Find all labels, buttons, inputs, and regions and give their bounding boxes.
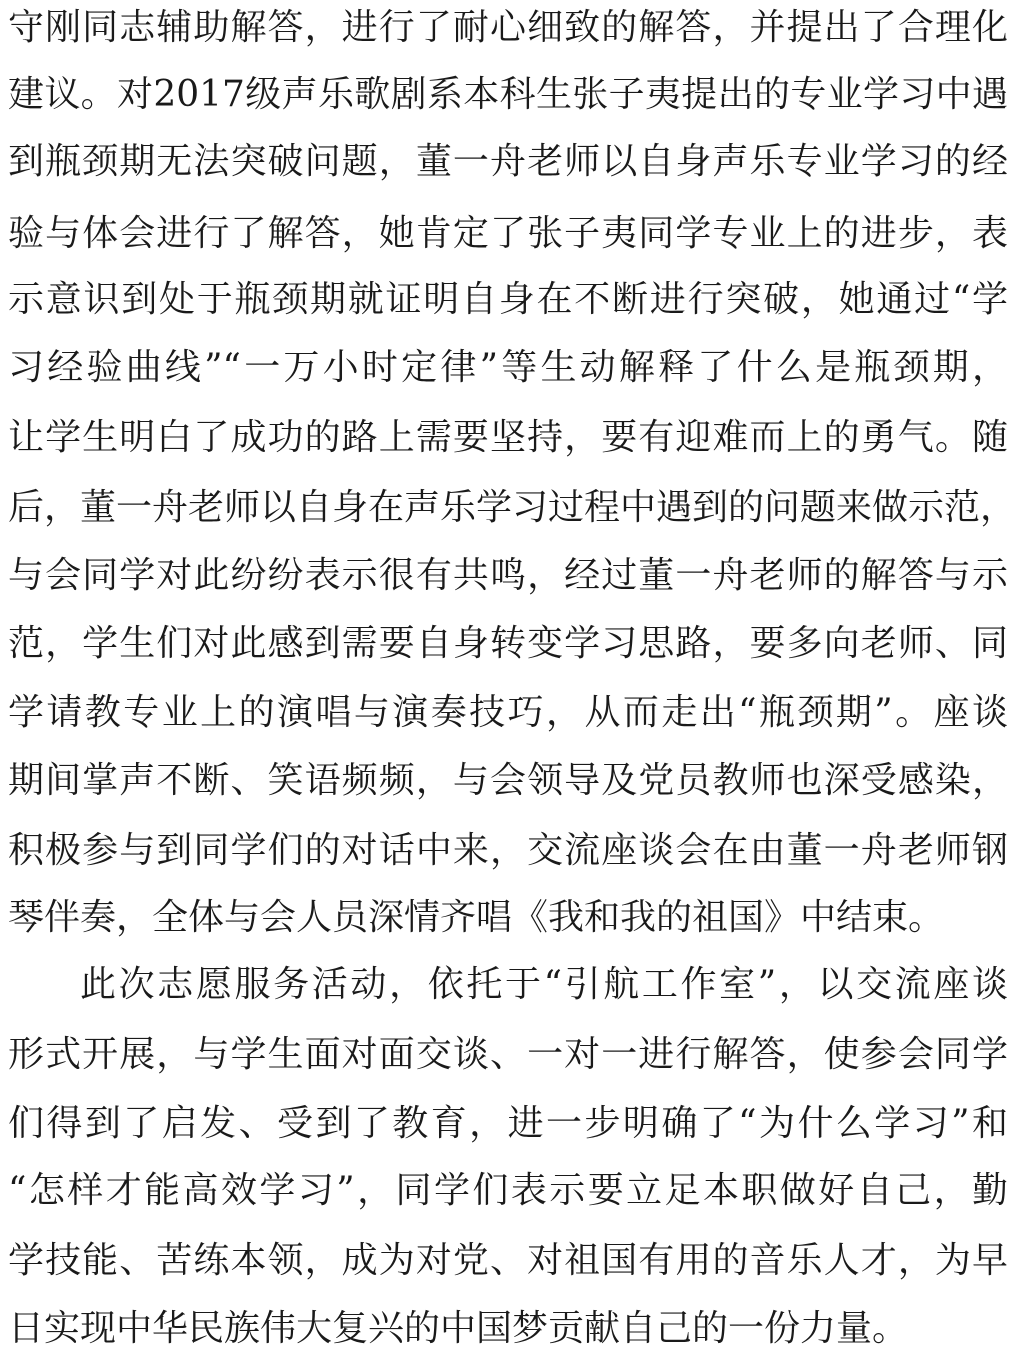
text-line: 形式开展，与学生面对面交谈、一对一进行解答，使参会同学	[8, 1034, 1008, 1075]
text-line: 示意识到处于瓶颈期就证明自身在不断进行突破，她通过“学	[8, 279, 1008, 320]
text-line: 范，学生们对此感到需要自身转变学习思路，要多向老师、同	[8, 623, 1008, 664]
text-line: 期间掌声不断、笑语频频，与会领导及党员教师也深受感染，	[8, 760, 1008, 801]
text-line: 积极参与到同学们的对话中来，交流座谈会在由董一舟老师钢	[8, 830, 1008, 871]
text-line: 验与体会进行了解答，她肯定了张子夷同学专业上的进步，表	[8, 213, 1008, 254]
text-line: 到瓶颈期无法突破问题，董一舟老师以自身声乐专业学习的经	[8, 141, 1008, 182]
text-line: 们得到了启发、受到了教育，进一步明确了“为什么学习”和	[8, 1103, 1008, 1144]
text-line: “怎样才能高效学习”，同学们表示要立足本职做好自己，勤	[8, 1170, 1008, 1211]
text-line: 日实现中华民族伟大复兴的中国梦贡献自己的一份力量。	[8, 1308, 909, 1349]
text-line: 学请教专业上的演唱与演奏技巧，从而走出“瓶颈期”。座谈	[8, 692, 1008, 733]
text-line: 建议。对2017级声乐歌剧系本科生张子夷提出的专业学习中遇	[8, 74, 1008, 115]
text-line: 与会同学对此纷纷表示很有共鸣，经过董一舟老师的解答与示	[8, 555, 1008, 596]
text-line: 后，董一舟老师以自身在声乐学习过程中遇到的问题来做示范，	[8, 487, 1017, 528]
text-line: 习经验曲线”“一万小时定律”等生动解释了什么是瓶颈期，	[8, 347, 1008, 388]
text-line: 守刚同志辅助解答，进行了耐心细致的解答，并提出了合理化	[8, 7, 1008, 48]
text-line: 让学生明白了成功的路上需要坚持，要有迎难而上的勇气。随	[8, 417, 1008, 458]
text-line: 此次志愿服务活动，依托于“引航工作室”，以交流座谈	[80, 964, 1008, 1005]
text-line: 学技能、苦练本领，成为对党、对祖国有用的音乐人才，为早	[8, 1240, 1008, 1281]
text-line: 琴伴奏，全体与会人员深情齐唱《我和我的祖国》中结束。	[8, 897, 945, 938]
